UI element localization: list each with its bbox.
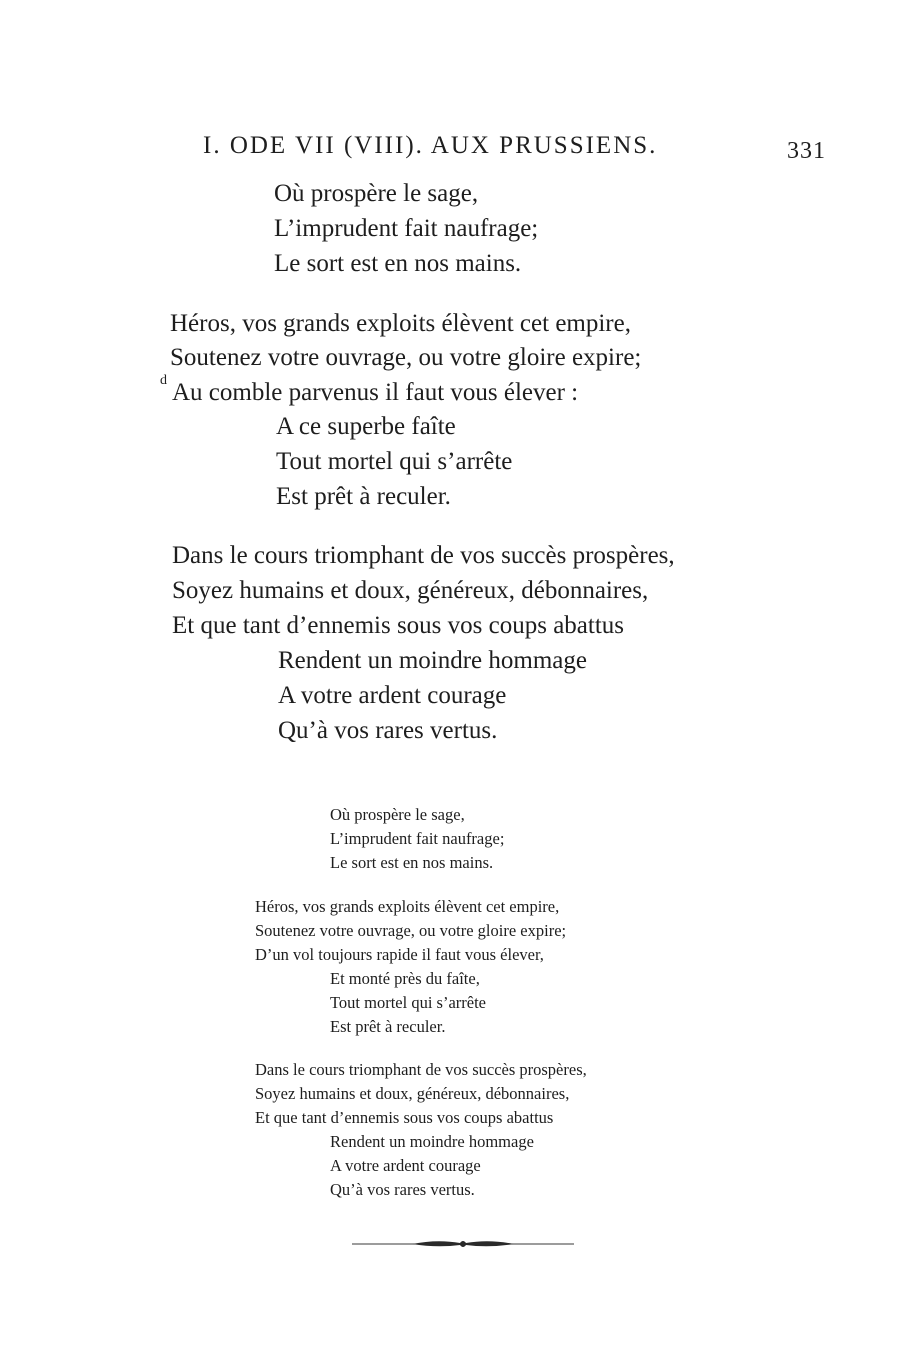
verse-line: Tout mortel qui s’arrête [276, 448, 513, 475]
verse-line: Qu’à vos rares vertus. [330, 1180, 475, 1199]
verse-line-text: Au comble parvenus il faut vous élever : [172, 379, 579, 406]
verse-line: Est prêt à reculer. [276, 483, 451, 510]
verse-line [160, 373, 579, 407]
verse-line: A ce superbe faîte [276, 413, 456, 440]
verse-line: Qu’à vos rares vertus. [278, 717, 498, 744]
verse-line: Le sort est en nos mains. [274, 250, 522, 277]
verse-line: Rendent un moindre hommage [278, 647, 587, 674]
verse-line: Rendent un moindre hommage [330, 1132, 534, 1151]
verse-line: Soutenez votre ouvrage, ou votre gloire expire; [255, 921, 567, 940]
verse-line: Dans le cours triomphant de vos succès prospères, [255, 1060, 587, 1079]
verse-line: L’imprudent fait naufrage; [330, 829, 505, 848]
verse-line: Et que tant d’ennemis sous vos coups abattus [255, 1108, 554, 1127]
verse-line: Soyez humains et doux, généreux, débonnaires, [172, 577, 649, 604]
verse-line: Le sort est en nos mains. [330, 853, 494, 872]
verse-line: A votre ardent courage [330, 1156, 481, 1175]
running-head-title: I. ODE VII (VIII). AUX PRUSSIENS. [203, 132, 658, 159]
verse-line: Soyez humains et doux, généreux, débonnaires, [255, 1084, 570, 1103]
verse-line: Soutenez votre ouvrage, ou votre gloire expire; [170, 344, 642, 371]
verse-line: A votre ardent courage [278, 682, 507, 709]
variant-marker: d [160, 373, 167, 388]
verse-line: Héros, vos grands exploits élèvent cet empire, [170, 310, 631, 337]
verse-line: Dans le cours triomphant de vos succès prospères, [172, 542, 675, 569]
verse-line: Et monté près du faîte, [330, 969, 480, 988]
ornamental-rule-divider [352, 1236, 574, 1252]
verse-line: Où prospère le sage, [330, 805, 465, 824]
verse-line: Héros, vos grands exploits élèvent cet empire, [255, 897, 560, 916]
page-number: 331 [787, 138, 826, 164]
verse-line: Tout mortel qui s’arrête [330, 993, 487, 1012]
verse-line: D’un vol toujours rapide il faut vous élever, [255, 945, 544, 964]
verse-line: L’imprudent fait naufrage; [274, 215, 539, 242]
verse-line: Et que tant d’ennemis sous vos coups abattus [172, 612, 625, 639]
verse-line: Est prêt à reculer. [330, 1017, 446, 1036]
verse-line: Où prospère le sage, [274, 180, 479, 207]
